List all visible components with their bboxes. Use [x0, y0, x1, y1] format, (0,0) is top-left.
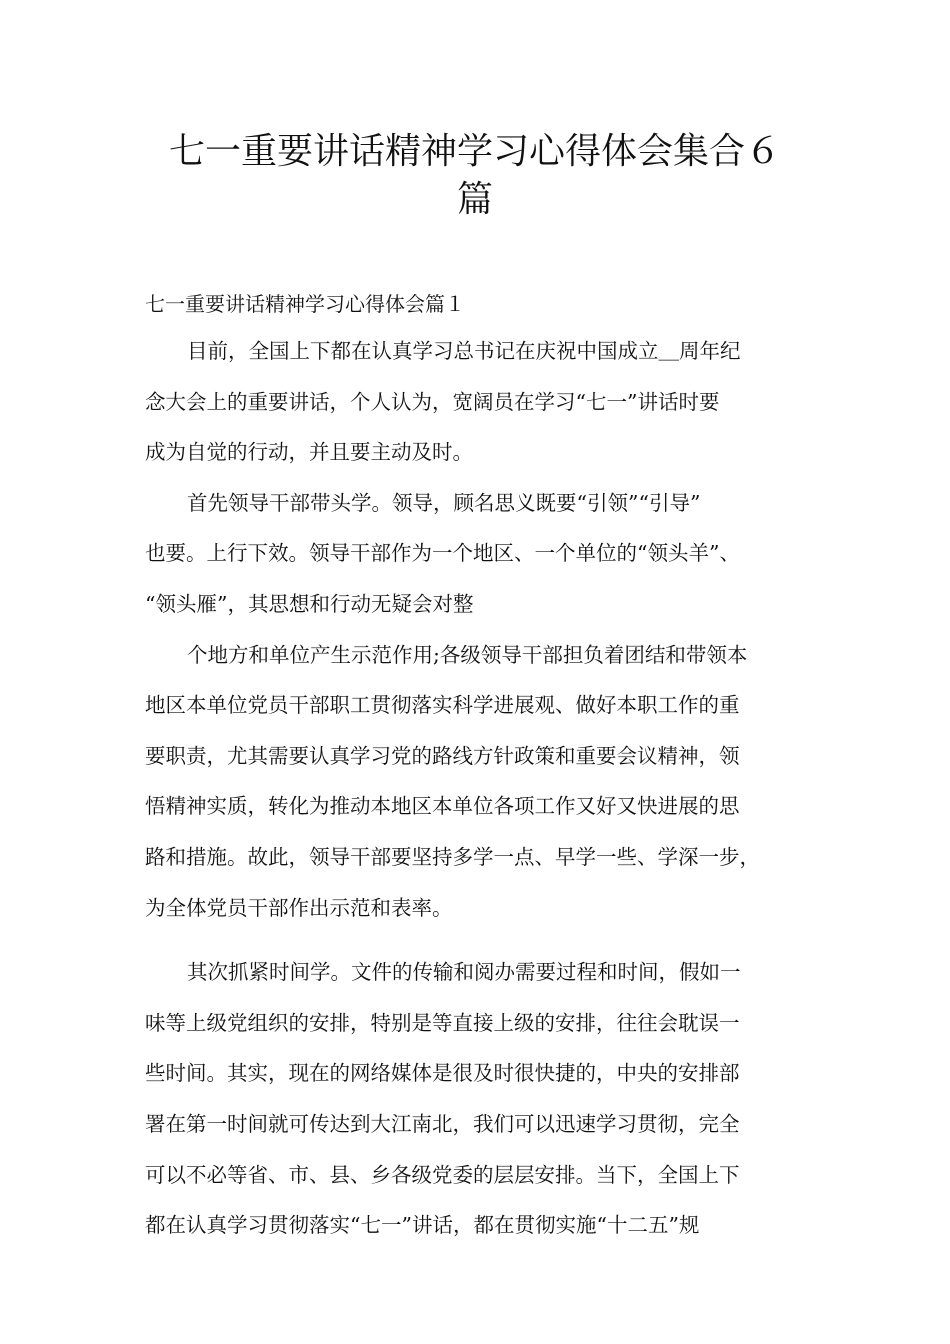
paragraph-2-line-1: 首先领导干部带头学。领导，顾名思义既要“引领”“引导”	[187, 490, 701, 515]
paragraph-3-line-5: 路和措施。故此，领导干部要坚持多学一点、早学一些、学深一步，	[145, 844, 760, 869]
paragraph-3-line-2: 地区本单位党员干部职工贯彻落实科学进展观、做好本职工作的重	[145, 693, 740, 718]
paragraph-2-line-2: 也要。上行下效。领导干部作为一个地区、一个单位的“领头羊”、	[145, 541, 740, 566]
title-line-1: 七一重要讲话精神学习心得体会集合６	[168, 131, 781, 172]
paragraph-1-line-3: 成为自觉的行动，并且要主动及时。	[145, 440, 473, 465]
document-body	[145, 333, 825, 1258]
paragraph-3-line-6: 为全体党员干部作出示范和表率。	[145, 895, 453, 920]
section-subheading: 七一重要讲话精神学习心得体会篇１	[145, 292, 465, 316]
title-line-2: 篇	[456, 179, 493, 220]
paragraph-1-line-1: 目前，全国上下都在认真学习总书记在庆祝中国成立＿周年纪	[187, 339, 741, 363]
paragraph-4-line-3: 些时间。其实，现在的网络媒体是很及时很快捷的，中央的安排部	[145, 1061, 740, 1086]
paragraph-3-line-1: 个地方和单位产生示范作用;各级领导干部担负着团结和带领本	[187, 642, 748, 667]
paragraph-4-line-1: 其次抓紧时间学。文件的传输和阅办需要过程和时间，假如一	[187, 960, 741, 985]
paragraph-1-line-2: 念大会上的重要讲话，个人认为，宽阔员在学习“七一”讲话时要	[145, 389, 720, 414]
paragraph-4-line-2: 味等上级党组织的安排，特别是等直接上级的安排，往往会耽误一	[145, 1010, 740, 1035]
paragraph-4-line-6: 都在认真学习贯彻落实“七一”讲话，都在贯彻实施“十二五”规	[145, 1213, 700, 1238]
paragraph-3-line-3: 要职责，尤其需要认真学习党的路线方针政策和重要会议精神，领	[145, 743, 740, 768]
paragraph-4-line-5: 可以不必等省、市、县、乡各级党委的层层安排。当下，全国上下	[145, 1162, 740, 1187]
paragraph-3-line-4: 悟精神实质，转化为推动本地区本单位各项工作又好又快进展的思	[145, 794, 740, 819]
document-title	[120, 128, 830, 224]
paragraph-4-line-4: 署在第一时间就可传达到大江南北，我们可以迅速学习贯彻，完全	[145, 1111, 740, 1136]
paragraph-2-line-3: “领头雁”，其思想和行动无疑会对整	[145, 591, 474, 616]
paragraph-spacer	[145, 940, 825, 954]
